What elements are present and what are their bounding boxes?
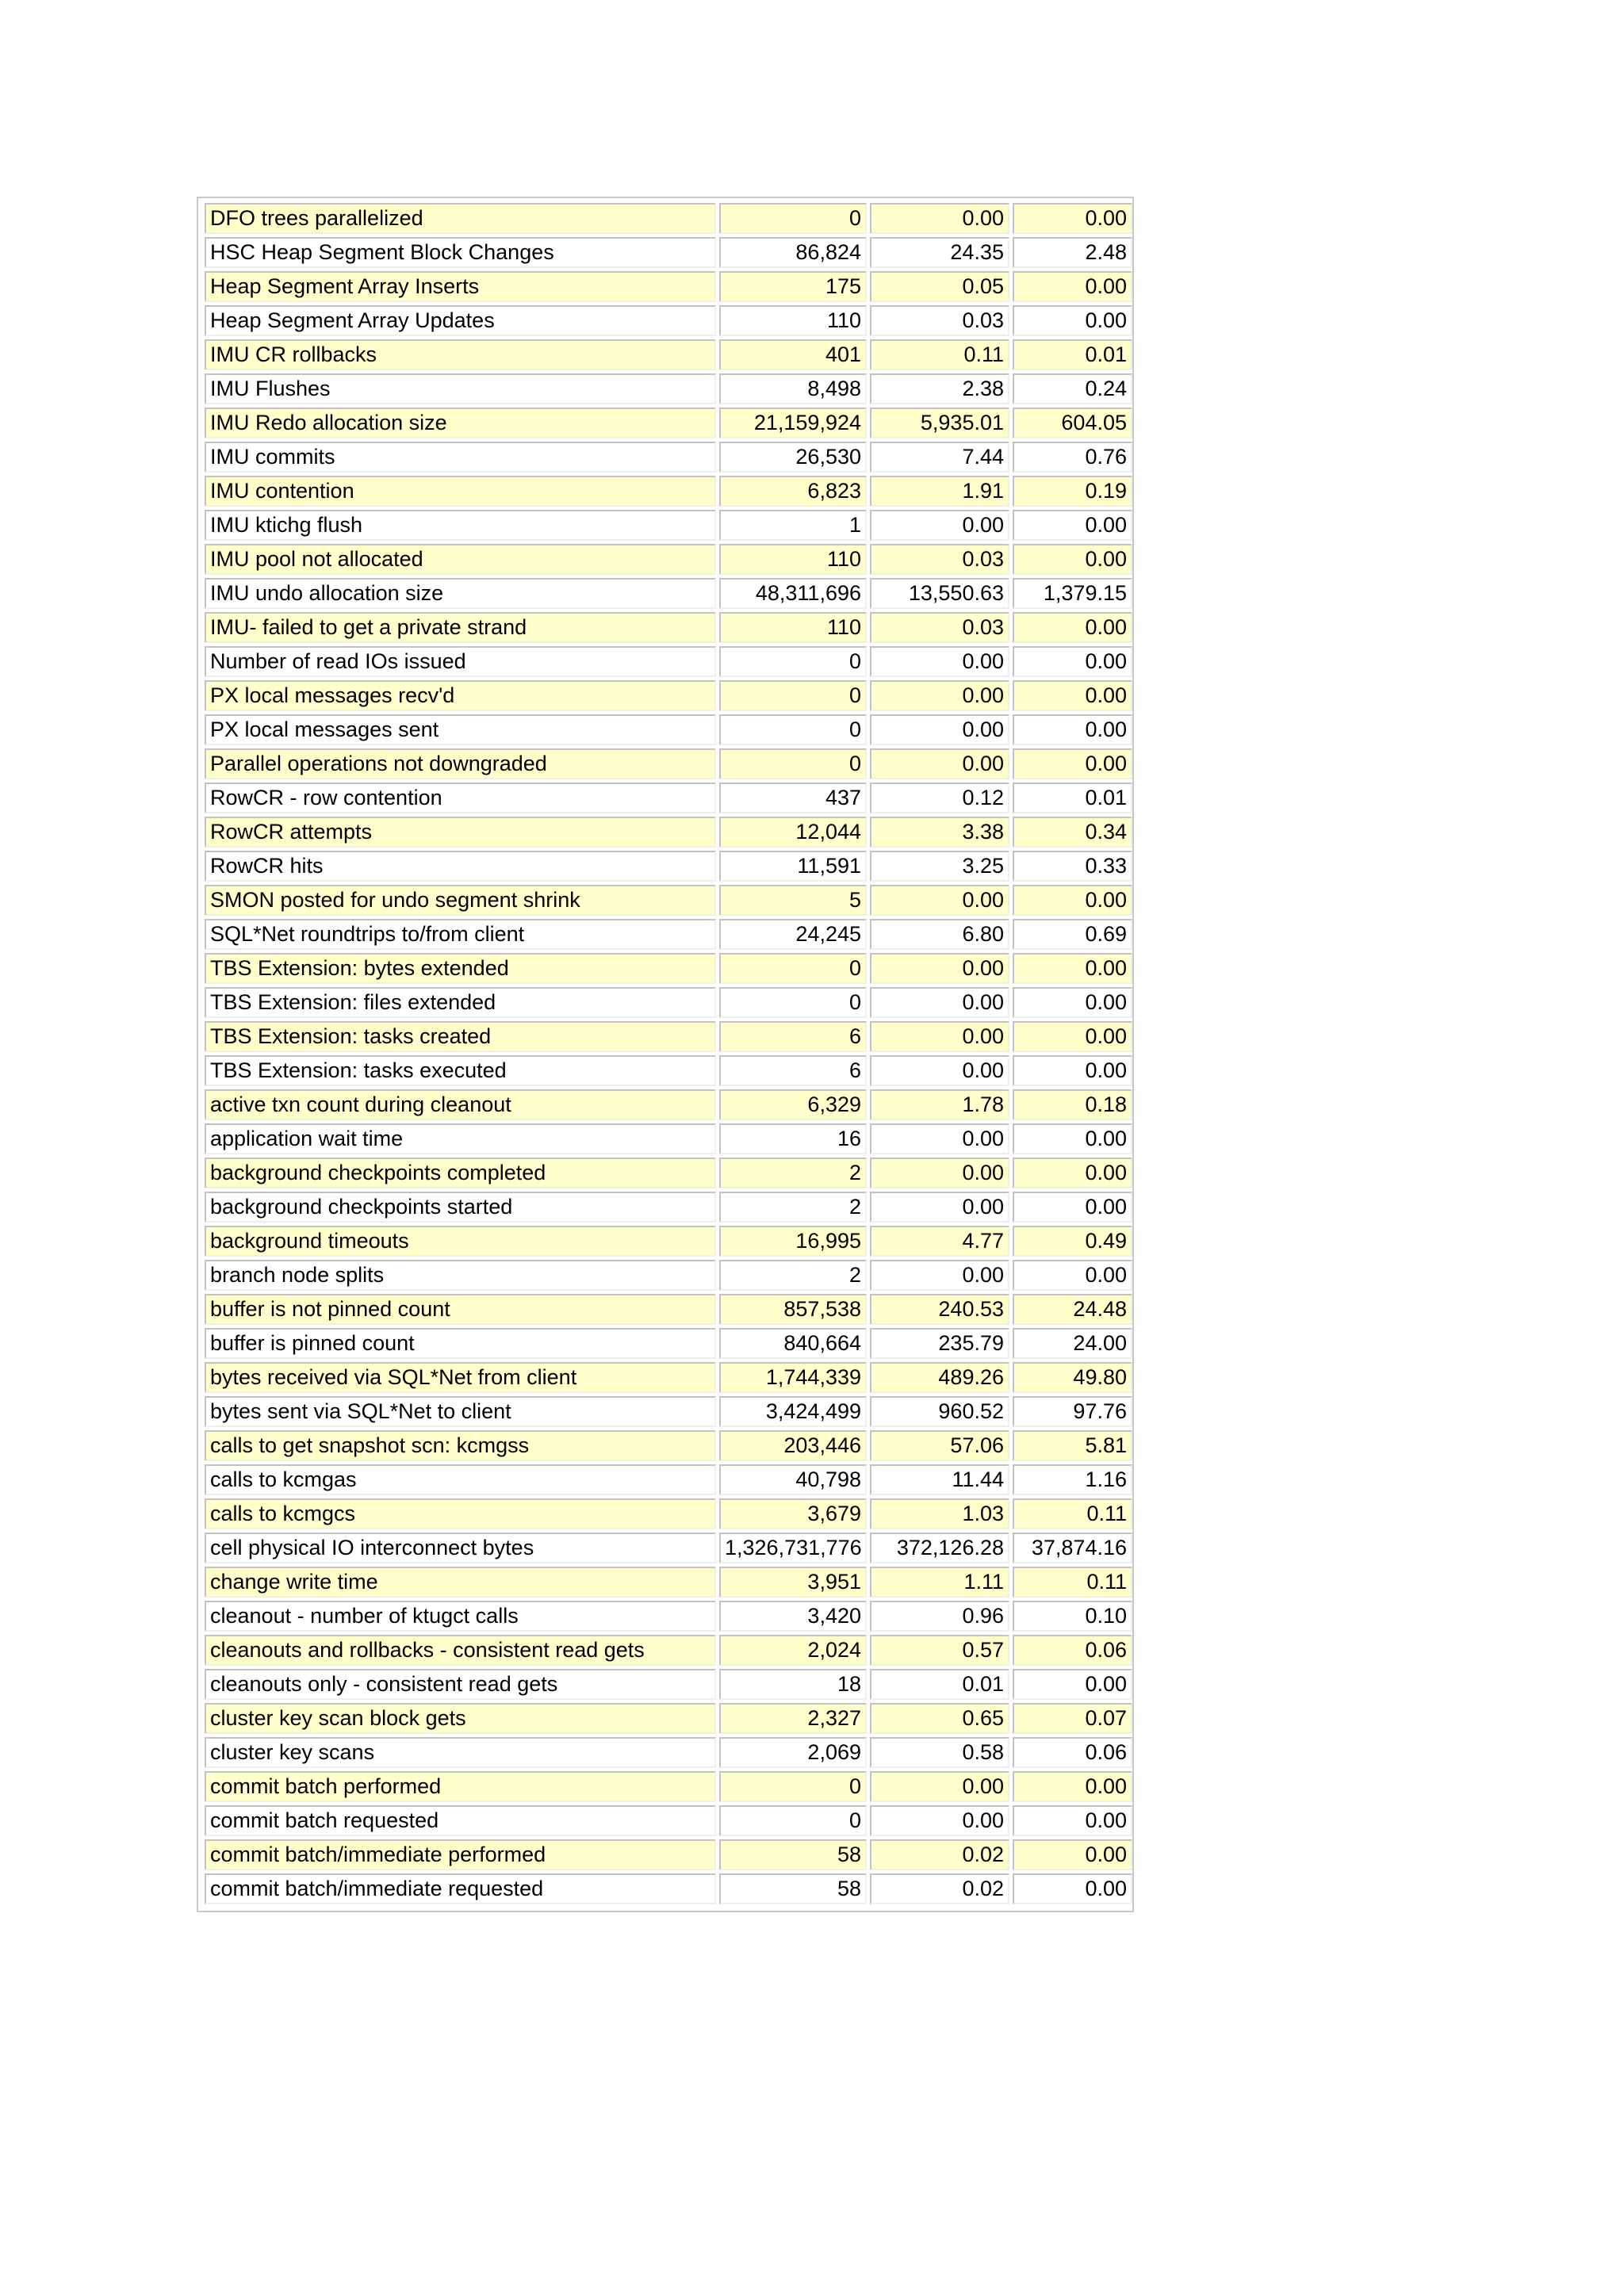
per-second-value-cell: 2.38 (870, 373, 1009, 404)
total-value-cell: 24,245 (719, 919, 867, 950)
total-value-cell: 40,798 (719, 1464, 867, 1495)
per-second-value-cell: 0.05 (870, 271, 1009, 302)
total-value-cell: 2 (719, 1158, 867, 1188)
total-value-cell: 110 (719, 544, 867, 575)
total-value-cell: 6 (719, 1055, 867, 1086)
statistic-name-cell: TBS Extension: tasks created (205, 1021, 716, 1052)
per-trans-value-cell: 0.00 (1013, 953, 1132, 984)
per-trans-value-cell: 0.00 (1013, 1158, 1132, 1188)
table-row (205, 373, 1132, 404)
per-trans-value-cell: 24.48 (1013, 1294, 1132, 1325)
statistic-name-cell: IMU undo allocation size (205, 578, 716, 609)
per-second-value-cell: 0.65 (870, 1703, 1009, 1734)
statistic-name-cell: buffer is pinned count (205, 1328, 716, 1359)
per-second-value-cell: 0.00 (870, 953, 1009, 984)
table-row (205, 1055, 1132, 1086)
per-trans-value-cell: 0.00 (1013, 1839, 1132, 1870)
total-value-cell: 16,995 (719, 1226, 867, 1257)
table-row (205, 1737, 1132, 1768)
statistic-name-cell: commit batch performed (205, 1771, 716, 1802)
per-trans-value-cell: 0.33 (1013, 851, 1132, 882)
statistic-name-cell: buffer is not pinned count (205, 1294, 716, 1325)
table-row (205, 748, 1132, 779)
per-trans-value-cell: 0.00 (1013, 1873, 1132, 1904)
total-value-cell: 0 (719, 714, 867, 745)
per-second-value-cell: 0.01 (870, 1669, 1009, 1700)
statistic-name-cell: RowCR attempts (205, 817, 716, 848)
table-row (205, 1839, 1132, 1870)
table-row (205, 510, 1132, 541)
table-row (205, 237, 1132, 268)
per-trans-value-cell: 37,874.16 (1013, 1533, 1132, 1563)
per-second-value-cell: 1.11 (870, 1567, 1009, 1598)
table-row (205, 1158, 1132, 1188)
per-trans-value-cell: 0.76 (1013, 442, 1132, 473)
per-second-value-cell: 0.96 (870, 1601, 1009, 1632)
per-trans-value-cell: 0.00 (1013, 1021, 1132, 1052)
per-trans-value-cell: 0.11 (1013, 1567, 1132, 1598)
table-row (205, 919, 1132, 950)
table-row (205, 1226, 1132, 1257)
per-trans-value-cell: 24.00 (1013, 1328, 1132, 1359)
table-row (205, 646, 1132, 677)
table-row (205, 953, 1132, 984)
table-row (205, 987, 1132, 1018)
statistic-name-cell: commit batch/immediate requested (205, 1873, 716, 1904)
per-second-value-cell: 0.00 (870, 1771, 1009, 1802)
per-trans-value-cell: 1,379.15 (1013, 578, 1132, 609)
per-trans-value-cell: 0.18 (1013, 1089, 1132, 1120)
total-value-cell: 0 (719, 1805, 867, 1836)
per-second-value-cell: 1.03 (870, 1498, 1009, 1529)
per-trans-value-cell: 1.16 (1013, 1464, 1132, 1495)
total-value-cell: 58 (719, 1873, 867, 1904)
total-value-cell: 18 (719, 1669, 867, 1700)
per-second-value-cell: 0.00 (870, 1021, 1009, 1052)
total-value-cell: 2,327 (719, 1703, 867, 1734)
statistic-name-cell: background checkpoints completed (205, 1158, 716, 1188)
table-row (205, 612, 1132, 643)
per-second-value-cell: 0.00 (870, 646, 1009, 677)
statistic-name-cell: cluster key scan block gets (205, 1703, 716, 1734)
total-value-cell: 3,424,499 (719, 1396, 867, 1427)
per-trans-value-cell: 0.00 (1013, 1123, 1132, 1154)
statistic-name-cell: background checkpoints started (205, 1192, 716, 1223)
statistic-name-cell: TBS Extension: files extended (205, 987, 716, 1018)
statistic-name-cell: branch node splits (205, 1260, 716, 1291)
table-row (205, 544, 1132, 575)
per-second-value-cell: 3.38 (870, 817, 1009, 848)
per-trans-value-cell: 0.49 (1013, 1226, 1132, 1257)
per-second-value-cell: 0.03 (870, 544, 1009, 575)
per-trans-value-cell: 0.00 (1013, 510, 1132, 541)
table-row (205, 1771, 1132, 1802)
statistic-name-cell: Heap Segment Array Inserts (205, 271, 716, 302)
total-value-cell: 0 (719, 953, 867, 984)
statistic-name-cell: Number of read IOs issued (205, 646, 716, 677)
per-second-value-cell: 0.12 (870, 783, 1009, 813)
statistic-name-cell: cleanouts and rollbacks - consistent read gets (205, 1635, 716, 1666)
statistic-name-cell: calls to get snapshot scn: kcmgss (205, 1430, 716, 1461)
statistic-name-cell: TBS Extension: tasks executed (205, 1055, 716, 1086)
statistic-name-cell: RowCR - row contention (205, 783, 716, 813)
total-value-cell: 0 (719, 646, 867, 677)
statistic-name-cell: cluster key scans (205, 1737, 716, 1768)
per-trans-value-cell: 0.00 (1013, 1055, 1132, 1086)
table-row (205, 885, 1132, 916)
table-row (205, 783, 1132, 813)
statistics-table-body (205, 203, 1132, 1904)
total-value-cell: 110 (719, 305, 867, 336)
statistic-name-cell: IMU Flushes (205, 373, 716, 404)
per-trans-value-cell: 0.10 (1013, 1601, 1132, 1632)
total-value-cell: 1,326,731,776 (719, 1533, 867, 1563)
per-second-value-cell: 57.06 (870, 1430, 1009, 1461)
total-value-cell: 1,744,339 (719, 1362, 867, 1393)
total-value-cell: 110 (719, 612, 867, 643)
table-row (205, 1362, 1132, 1393)
statistic-name-cell: IMU contention (205, 476, 716, 507)
total-value-cell: 857,538 (719, 1294, 867, 1325)
instance-activity-statistics-table (201, 200, 1136, 1908)
statistic-name-cell: IMU CR rollbacks (205, 339, 716, 370)
total-value-cell: 2 (719, 1260, 867, 1291)
total-value-cell: 401 (719, 339, 867, 370)
per-second-value-cell: 960.52 (870, 1396, 1009, 1427)
statistic-name-cell: bytes sent via SQL*Net to client (205, 1396, 716, 1427)
total-value-cell: 1 (719, 510, 867, 541)
per-trans-value-cell: 0.69 (1013, 919, 1132, 950)
table-row (205, 442, 1132, 473)
table-row (205, 1396, 1132, 1427)
table-row (205, 1260, 1132, 1291)
table-row (205, 1021, 1132, 1052)
statistic-name-cell: background timeouts (205, 1226, 716, 1257)
per-second-value-cell: 0.11 (870, 339, 1009, 370)
total-value-cell: 3,420 (719, 1601, 867, 1632)
total-value-cell: 8,498 (719, 373, 867, 404)
per-second-value-cell: 235.79 (870, 1328, 1009, 1359)
statistic-name-cell: bytes received via SQL*Net from client (205, 1362, 716, 1393)
per-trans-value-cell: 0.00 (1013, 1192, 1132, 1223)
total-value-cell: 21,159,924 (719, 408, 867, 438)
per-trans-value-cell: 0.00 (1013, 305, 1132, 336)
table-row (205, 203, 1132, 234)
per-second-value-cell: 0.58 (870, 1737, 1009, 1768)
total-value-cell: 6,823 (719, 476, 867, 507)
table-row (205, 476, 1132, 507)
per-trans-value-cell: 0.00 (1013, 544, 1132, 575)
per-second-value-cell: 240.53 (870, 1294, 1009, 1325)
per-trans-value-cell: 0.01 (1013, 339, 1132, 370)
per-trans-value-cell: 0.00 (1013, 748, 1132, 779)
statistic-name-cell: application wait time (205, 1123, 716, 1154)
per-second-value-cell: 0.00 (870, 885, 1009, 916)
total-value-cell: 3,951 (719, 1567, 867, 1598)
per-trans-value-cell: 2.48 (1013, 237, 1132, 268)
total-value-cell: 437 (719, 783, 867, 813)
total-value-cell: 0 (719, 680, 867, 711)
table-row (205, 1294, 1132, 1325)
statistic-name-cell: DFO trees parallelized (205, 203, 716, 234)
per-second-value-cell: 11.44 (870, 1464, 1009, 1495)
per-second-value-cell: 1.91 (870, 476, 1009, 507)
table-row (205, 1533, 1132, 1563)
per-second-value-cell: 0.00 (870, 1055, 1009, 1086)
per-second-value-cell: 6.80 (870, 919, 1009, 950)
per-trans-value-cell: 0.00 (1013, 1771, 1132, 1802)
per-second-value-cell: 7.44 (870, 442, 1009, 473)
total-value-cell: 0 (719, 1771, 867, 1802)
table-row (205, 1873, 1132, 1904)
total-value-cell: 48,311,696 (719, 578, 867, 609)
per-trans-value-cell: 0.00 (1013, 203, 1132, 234)
per-trans-value-cell: 0.00 (1013, 987, 1132, 1018)
statistic-name-cell: IMU ktichg flush (205, 510, 716, 541)
statistic-name-cell: calls to kcmgas (205, 1464, 716, 1495)
per-second-value-cell: 0.00 (870, 510, 1009, 541)
table-row (205, 1430, 1132, 1461)
total-value-cell: 26,530 (719, 442, 867, 473)
statistic-name-cell: Heap Segment Array Updates (205, 305, 716, 336)
statistic-name-cell: SMON posted for undo segment shrink (205, 885, 716, 916)
statistic-name-cell: cell physical IO interconnect bytes (205, 1533, 716, 1563)
table-row (205, 305, 1132, 336)
per-trans-value-cell: 0.00 (1013, 271, 1132, 302)
statistic-name-cell: commit batch/immediate performed (205, 1839, 716, 1870)
table-row (205, 271, 1132, 302)
table-row (205, 408, 1132, 438)
per-second-value-cell: 4.77 (870, 1226, 1009, 1257)
per-trans-value-cell: 49.80 (1013, 1362, 1132, 1393)
table-row (205, 1192, 1132, 1223)
per-second-value-cell: 0.00 (870, 1805, 1009, 1836)
per-trans-value-cell: 5.81 (1013, 1430, 1132, 1461)
total-value-cell: 0 (719, 748, 867, 779)
per-trans-value-cell: 0.00 (1013, 1260, 1132, 1291)
statistic-name-cell: IMU commits (205, 442, 716, 473)
per-trans-value-cell: 0.00 (1013, 612, 1132, 643)
statistic-name-cell: change write time (205, 1567, 716, 1598)
per-trans-value-cell: 0.00 (1013, 1805, 1132, 1836)
per-trans-value-cell: 0.00 (1013, 646, 1132, 677)
table-row (205, 1669, 1132, 1700)
per-second-value-cell: 0.00 (870, 987, 1009, 1018)
total-value-cell: 203,446 (719, 1430, 867, 1461)
per-trans-value-cell: 0.00 (1013, 680, 1132, 711)
per-trans-value-cell: 0.11 (1013, 1498, 1132, 1529)
statistic-name-cell: IMU Redo allocation size (205, 408, 716, 438)
table-row (205, 1601, 1132, 1632)
statistic-name-cell: commit batch requested (205, 1805, 716, 1836)
table-row (205, 1464, 1132, 1495)
statistic-name-cell: HSC Heap Segment Block Changes (205, 237, 716, 268)
total-value-cell: 58 (719, 1839, 867, 1870)
per-second-value-cell: 0.00 (870, 1192, 1009, 1223)
statistic-name-cell: active txn count during cleanout (205, 1089, 716, 1120)
table-row (205, 1089, 1132, 1120)
per-trans-value-cell: 0.19 (1013, 476, 1132, 507)
per-second-value-cell: 0.02 (870, 1839, 1009, 1870)
per-second-value-cell: 3.25 (870, 851, 1009, 882)
per-trans-value-cell: 0.07 (1013, 1703, 1132, 1734)
total-value-cell: 840,664 (719, 1328, 867, 1359)
per-trans-value-cell: 0.00 (1013, 1669, 1132, 1700)
statistic-name-cell: SQL*Net roundtrips to/from client (205, 919, 716, 950)
statistic-name-cell: IMU pool not allocated (205, 544, 716, 575)
table-row (205, 1567, 1132, 1598)
statistic-name-cell: TBS Extension: bytes extended (205, 953, 716, 984)
per-second-value-cell: 0.00 (870, 680, 1009, 711)
per-second-value-cell: 489.26 (870, 1362, 1009, 1393)
total-value-cell: 11,591 (719, 851, 867, 882)
per-second-value-cell: 0.00 (870, 1158, 1009, 1188)
per-trans-value-cell: 0.00 (1013, 885, 1132, 916)
total-value-cell: 12,044 (719, 817, 867, 848)
per-second-value-cell: 0.57 (870, 1635, 1009, 1666)
total-value-cell: 3,679 (719, 1498, 867, 1529)
per-trans-value-cell: 604.05 (1013, 408, 1132, 438)
total-value-cell: 0 (719, 987, 867, 1018)
table-row (205, 851, 1132, 882)
statistic-name-cell: calls to kcmgcs (205, 1498, 716, 1529)
table-row (205, 578, 1132, 609)
statistic-name-cell: RowCR hits (205, 851, 716, 882)
statistic-name-cell: Parallel operations not downgraded (205, 748, 716, 779)
per-second-value-cell: 0.03 (870, 612, 1009, 643)
statistic-name-cell: cleanout - number of ktugct calls (205, 1601, 716, 1632)
per-trans-value-cell: 0.01 (1013, 783, 1132, 813)
per-second-value-cell: 0.00 (870, 203, 1009, 234)
statistics-table-frame (197, 197, 1134, 1912)
total-value-cell: 175 (719, 271, 867, 302)
table-row (205, 1635, 1132, 1666)
total-value-cell: 2,024 (719, 1635, 867, 1666)
total-value-cell: 6,329 (719, 1089, 867, 1120)
table-row (205, 714, 1132, 745)
per-second-value-cell: 0.03 (870, 305, 1009, 336)
table-row (205, 1123, 1132, 1154)
total-value-cell: 2 (719, 1192, 867, 1223)
table-row (205, 1328, 1132, 1359)
per-second-value-cell: 24.35 (870, 237, 1009, 268)
per-second-value-cell: 0.00 (870, 1123, 1009, 1154)
per-trans-value-cell: 0.00 (1013, 714, 1132, 745)
per-trans-value-cell: 0.34 (1013, 817, 1132, 848)
per-second-value-cell: 13,550.63 (870, 578, 1009, 609)
table-row (205, 1703, 1132, 1734)
statistic-name-cell: PX local messages recv'd (205, 680, 716, 711)
per-second-value-cell: 0.00 (870, 1260, 1009, 1291)
table-row (205, 1805, 1132, 1836)
table-row (205, 680, 1132, 711)
per-trans-value-cell: 97.76 (1013, 1396, 1132, 1427)
per-trans-value-cell: 0.24 (1013, 373, 1132, 404)
per-second-value-cell: 0.00 (870, 714, 1009, 745)
per-second-value-cell: 5,935.01 (870, 408, 1009, 438)
total-value-cell: 5 (719, 885, 867, 916)
statistic-name-cell: IMU- failed to get a private strand (205, 612, 716, 643)
table-row (205, 817, 1132, 848)
total-value-cell: 86,824 (719, 237, 867, 268)
total-value-cell: 0 (719, 203, 867, 234)
statistic-name-cell: PX local messages sent (205, 714, 716, 745)
total-value-cell: 2,069 (719, 1737, 867, 1768)
per-second-value-cell: 0.00 (870, 748, 1009, 779)
total-value-cell: 6 (719, 1021, 867, 1052)
per-second-value-cell: 1.78 (870, 1089, 1009, 1120)
total-value-cell: 16 (719, 1123, 867, 1154)
table-row (205, 339, 1132, 370)
per-trans-value-cell: 0.06 (1013, 1737, 1132, 1768)
per-second-value-cell: 372,126.28 (870, 1533, 1009, 1563)
per-second-value-cell: 0.02 (870, 1873, 1009, 1904)
per-trans-value-cell: 0.06 (1013, 1635, 1132, 1666)
table-row (205, 1498, 1132, 1529)
statistic-name-cell: cleanouts only - consistent read gets (205, 1669, 716, 1700)
